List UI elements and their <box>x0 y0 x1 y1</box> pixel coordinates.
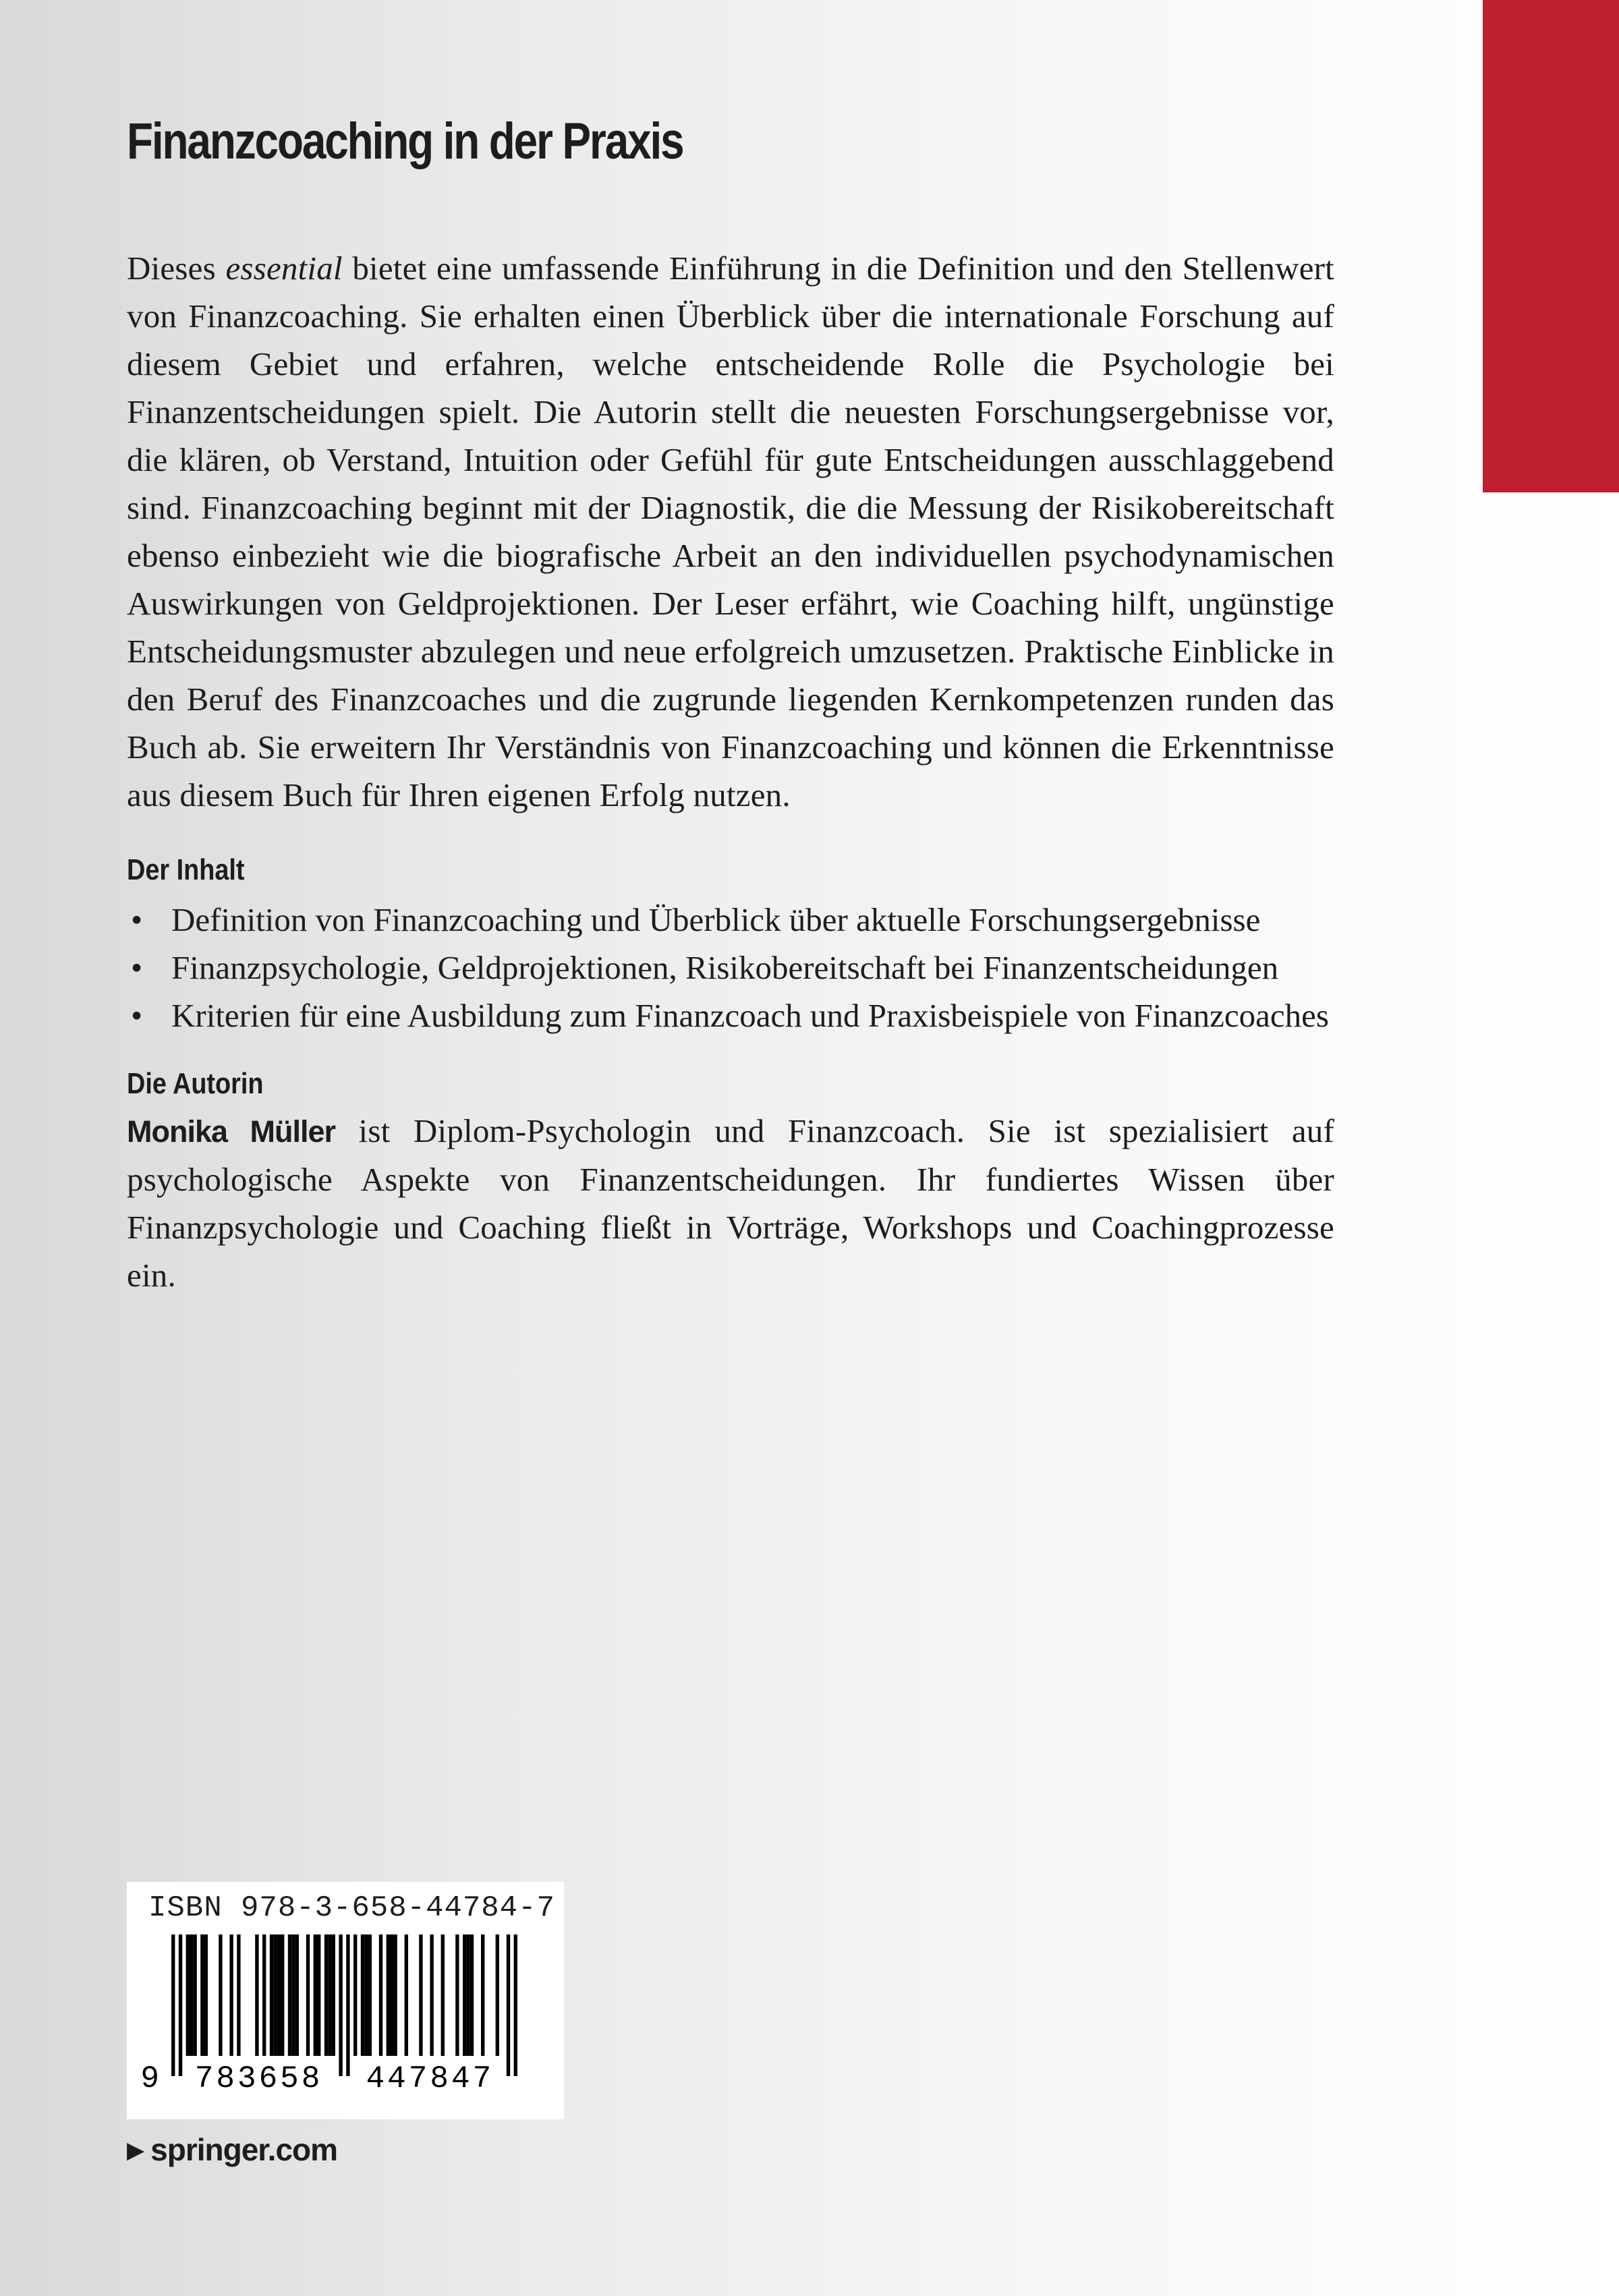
barcode-bar <box>328 1934 331 2056</box>
bullet-icon: • <box>131 996 143 1034</box>
barcode-bar <box>190 1934 193 2056</box>
barcode-graphic <box>127 1882 564 2119</box>
intro-text-start: Dieses <box>127 249 226 287</box>
publisher-url: springer.com <box>150 2132 338 2167</box>
barcode-bar <box>317 1934 320 2056</box>
list-item-text: Kriterien für eine Ausbildung zum Finanzcoach und Praxisbeispiele von Finanzcoaches <box>171 996 1329 1034</box>
barcode-digits: 783658 <box>194 2061 323 2096</box>
barcode-bar <box>219 1934 222 2056</box>
red-accent-band <box>1483 0 1619 492</box>
barcode-bar <box>496 1934 499 2056</box>
barcode-bar <box>393 1934 397 2056</box>
barcode-bar <box>200 1934 204 2056</box>
barcode-bar <box>332 1934 335 2056</box>
publisher-link[interactable] <box>127 2131 337 2168</box>
barcode-bar <box>255 1934 258 2056</box>
list-item-text: Definition von Finanzcoaching und Überblick über aktuelle Forschungsergebnisse <box>171 900 1261 938</box>
barcode-bar <box>364 1934 368 2056</box>
barcode-bar <box>466 1934 470 2056</box>
barcode-bar <box>324 1934 328 2056</box>
author-name: Monika Müller <box>127 1114 336 1149</box>
barcode-bar <box>430 1934 433 2056</box>
barcode-bar <box>314 1934 317 2056</box>
arrow-right-icon: ▶ <box>127 2137 144 2163</box>
barcode-bar <box>441 1934 445 2056</box>
barcode-bar <box>262 1934 266 2056</box>
barcode-bar <box>481 1934 484 2056</box>
barcode-bar <box>277 1934 281 2056</box>
barcode-bar <box>186 1934 190 2056</box>
list-item <box>127 944 1334 992</box>
author-heading: Die Autorin <box>127 1066 264 1100</box>
list-item <box>127 992 1334 1039</box>
barcode-bar <box>273 1934 277 2056</box>
barcode-bar <box>379 1934 382 2056</box>
barcode-bar <box>353 1934 357 2056</box>
bullet-icon: • <box>131 948 143 986</box>
isbn-barcode <box>127 1882 564 2119</box>
list-item-text: Finanzpsychologie, Geldprojektionen, Risikobereitschaft bei Finanzentscheidungen <box>171 948 1279 986</box>
barcode-bar <box>463 1934 466 2056</box>
barcode-bar <box>387 1934 390 2056</box>
barcode-bar <box>470 1934 474 2056</box>
barcode-bar <box>291 1934 295 2056</box>
book-title: Finanzcoaching in der Praxis <box>127 113 683 170</box>
barcode-bar <box>390 1934 393 2056</box>
barcode-bar <box>270 1934 273 2056</box>
barcode-bar <box>237 1934 240 2056</box>
barcode-guard-bar <box>179 1934 182 2076</box>
bullet-icon: • <box>131 900 143 938</box>
barcode-bar <box>419 1934 422 2056</box>
barcode-guard-bar <box>514 1934 517 2076</box>
barcode-bar <box>361 1934 364 2056</box>
list-item <box>127 896 1334 944</box>
barcode-bar <box>368 1934 372 2056</box>
author-paragraph <box>127 1107 1334 1299</box>
barcode-bar <box>204 1934 208 2056</box>
barcode-guard-bar <box>346 1934 349 2076</box>
barcode-bar <box>306 1934 310 2056</box>
barcode-digits: 447847 <box>366 2061 494 2096</box>
intro-italic-word: essential <box>225 249 343 287</box>
back-cover-content <box>127 113 1334 1299</box>
barcode-bar <box>405 1934 408 2056</box>
intro-text-rest: bietet eine umfassende Einführung in die Definition und den Stellenwert von Finanzcoaching. Sie erhalten einen Überblick über die internationale Forschung auf diesem Gebiet und erfahren, welche entscheidende Rolle die Psychologie bei Finanzentscheidungen spielt. Die Autorin stellt die neuesten Forschungsergebnisse vor, die klären, ob Verstand, Intuition oder Gefühl für gute Entscheidungen ausschlaggebend sind. Finanzcoaching beginnt mit der Diagnostik, die die Messung der Risikobereitschaft ebenso einbezieht wie die biografische Arbeit an den individuellen psychodynamischen Auswirkungen von Geldprojektionen. Der Leser erfährt, wie Coaching hilft, ungünstige Entscheidungsmuster abzulegen und neue erfolgreich umzusetzen. Praktische Einblicke in den Beruf des Finanzcoaches und die zugrunde liegenden Kernkompetenzen runden das Buch ab. Sie erweitern Ihr Verständnis von Finanzcoaching und können die Erkenntnisse aus diesem Buch für Ihren eigenen Erfolg nutzen. <box>127 249 1334 813</box>
isbn-label: ISBN 978-3-658-44784-7 <box>148 1891 555 1925</box>
barcode-bar <box>281 1934 284 2056</box>
barcode-bar <box>288 1934 291 2056</box>
barcode-bar <box>295 1934 299 2056</box>
author-bio: ist Diplom-Psychologin und Finanzcoach. Sie ist spezialisiert auf psychologische Aspekte von Finanzentscheidungen. Ihr fundiertes Wissen über Finanzpsychologie und Coaching fließt in Vorträge, Workshops und Coachingprozesse ein. <box>127 1112 1334 1294</box>
barcode-guard-bar <box>171 1934 175 2076</box>
barcode-guard-bar <box>339 1934 342 2076</box>
barcode-digits: 9 <box>140 2061 162 2096</box>
contents-list <box>127 896 1334 1039</box>
barcode-bar <box>193 1934 196 2056</box>
contents-heading: Der Inhalt <box>127 853 245 886</box>
intro-paragraph <box>127 244 1334 819</box>
barcode-bar <box>455 1934 459 2056</box>
barcode-guard-bar <box>507 1934 510 2076</box>
barcode-bar <box>229 1934 233 2056</box>
